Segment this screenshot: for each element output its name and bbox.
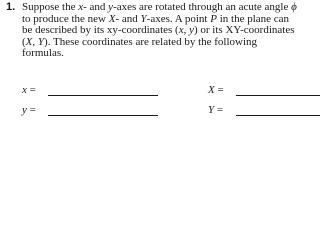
problem-line-1: Suppose the x- and y-axes are rotated through an acute angle ϕ <box>22 1 297 13</box>
equation-y-equals: = <box>29 104 36 116</box>
problem-line-5: formulas. <box>22 47 64 60</box>
answer-blank-Y[interactable] <box>236 115 320 116</box>
equation-X-variable: X <box>208 84 215 96</box>
problem-number: 1. <box>6 1 16 13</box>
equation-y-label <box>22 104 36 116</box>
equation-Y-variable: Y <box>208 104 215 116</box>
problem-line-2: to produce the new X- and Y-axes. A point P in the plane can <box>22 12 290 25</box>
problem-line-4: (X, Y). These coordinates are related by the following <box>22 35 258 48</box>
answer-blank-x[interactable] <box>48 95 158 96</box>
problem-line-3: be described by its xy-coordinates (x, y) or its XY-coordinates <box>22 24 295 37</box>
equation-Y-label <box>208 104 223 116</box>
equation-x-label <box>22 84 36 96</box>
equation-x-variable: x <box>22 84 27 96</box>
problem-text <box>22 2 334 60</box>
answer-blank-X[interactable] <box>236 95 320 96</box>
equation-Y-equals: = <box>216 104 224 116</box>
equation-X-equals: = <box>217 84 224 96</box>
equation-X-label <box>208 84 224 96</box>
answer-blank-y[interactable] <box>48 115 158 116</box>
equation-x-equals: = <box>29 84 36 96</box>
equation-y-variable: y <box>22 104 27 116</box>
